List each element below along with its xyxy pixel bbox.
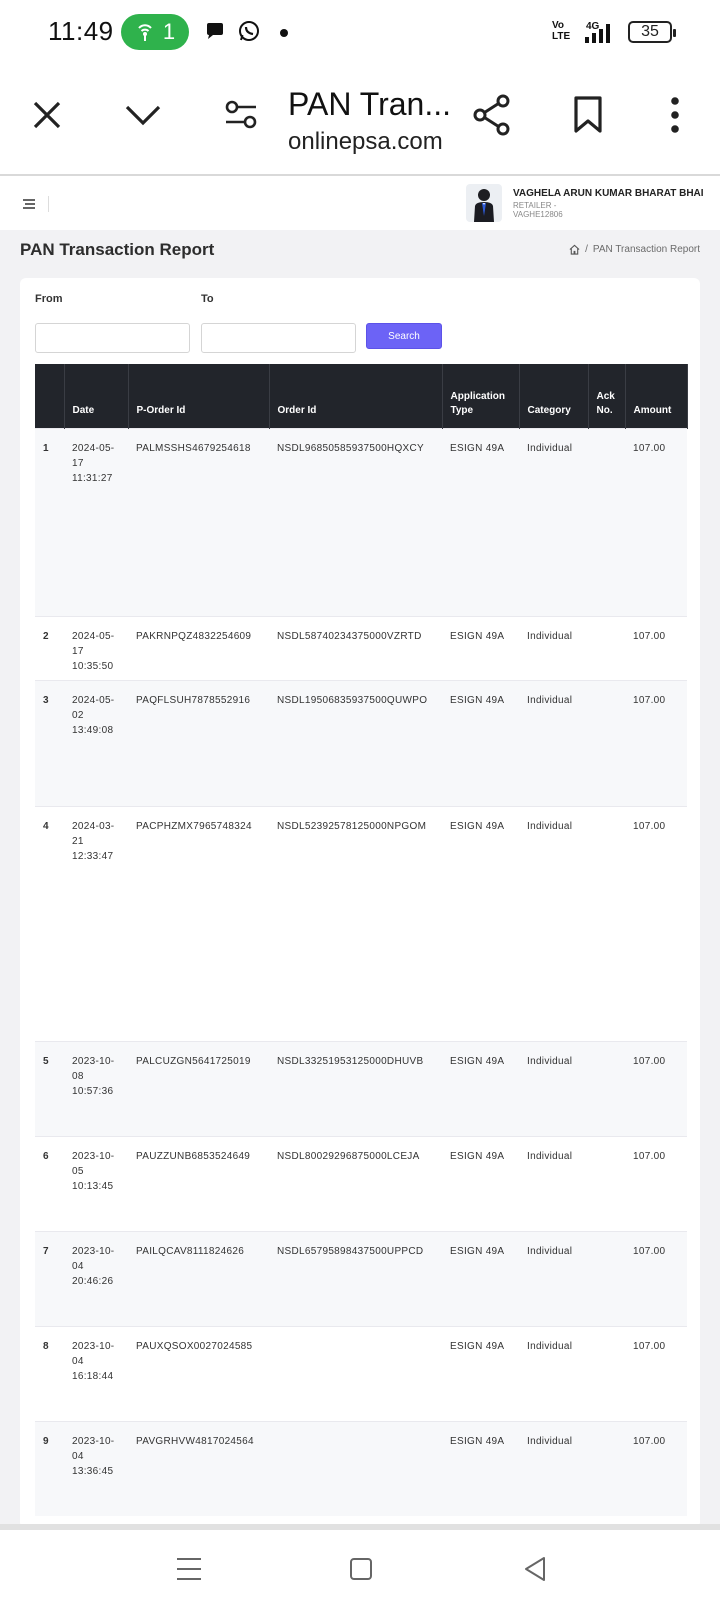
category: Individual	[519, 616, 588, 680]
recents-menu-icon	[176, 1557, 202, 1581]
menu-icon[interactable]	[22, 198, 36, 210]
back-button[interactable]	[520, 1554, 550, 1584]
porder-id: PAKRNPQZ4832254609	[128, 616, 269, 680]
amount: 107.00	[625, 1326, 687, 1421]
porder-id: PAUXQSOX0027024585	[128, 1326, 269, 1421]
tune-icon	[224, 100, 258, 130]
application-type: ESIGN 49A	[442, 616, 519, 680]
avatar[interactable]	[466, 184, 502, 222]
row-index: 2	[35, 616, 64, 680]
ack-number	[588, 1326, 625, 1421]
order-id: NSDL33251953125000DHUVB	[269, 1041, 442, 1136]
order-id: NSDL52392578125000NPGOM	[269, 806, 442, 1041]
column-header-category[interactable]: Category	[519, 364, 588, 428]
order-id	[269, 1421, 442, 1516]
application-type: ESIGN 49A	[442, 428, 519, 616]
share-button[interactable]	[467, 90, 517, 140]
table-header-row	[35, 364, 687, 428]
porder-id: PAVGRHVW4817024564	[128, 1421, 269, 1516]
order-id: NSDL58740234375000VZRTD	[269, 616, 442, 680]
porder-id: PAUZZUNB6853524649	[128, 1136, 269, 1231]
from-date-input[interactable]	[35, 323, 190, 353]
url-text[interactable]: onlinepsa.com	[288, 128, 443, 155]
amount: 107.00	[625, 428, 687, 616]
hotspot-indicator	[121, 14, 189, 50]
user-role: RETAILER - VAGHE12806	[513, 201, 563, 219]
ack-number	[588, 1136, 625, 1231]
bookmark-icon	[573, 96, 603, 134]
table-row	[35, 428, 687, 616]
amount: 107.00	[625, 616, 687, 680]
porder-id: PACPHZMX7965748324	[128, 806, 269, 1041]
battery-indicator	[628, 21, 672, 43]
more-vert-icon	[670, 97, 680, 133]
column-header-porder-id[interactable]: P-Order Id	[128, 364, 269, 428]
order-id: NSDL19506835937500QUWPO	[269, 680, 442, 806]
category: Individual	[519, 1326, 588, 1421]
amount: 107.00	[625, 1421, 687, 1516]
table-row	[35, 1136, 687, 1231]
amount: 107.00	[625, 806, 687, 1041]
table-row	[35, 1041, 687, 1136]
column-header-application-type[interactable]: Application Type	[442, 364, 519, 428]
transaction-date: 2024-05-17 10:35:50	[64, 616, 128, 680]
volte-indicator: Vo LTE	[552, 20, 571, 42]
category: Individual	[519, 1231, 588, 1326]
breadcrumb-current: PAN Transaction Report	[592, 244, 700, 255]
recents-button[interactable]	[174, 1554, 204, 1584]
porder-id: PALCUZGN5641725019	[128, 1041, 269, 1136]
close-icon	[31, 99, 63, 131]
notification-dot	[280, 29, 288, 37]
transaction-date: 2024-05-02 13:49:08	[64, 680, 128, 806]
nav-divider	[48, 196, 49, 212]
site-settings-button[interactable]	[216, 90, 266, 140]
table-row	[35, 1231, 687, 1326]
category: Individual	[519, 806, 588, 1041]
application-type: ESIGN 49A	[442, 680, 519, 806]
transaction-date: 2023-10-04 16:18:44	[64, 1326, 128, 1421]
transaction-date: 2023-10-04 13:36:45	[64, 1421, 128, 1516]
column-header-ack-no[interactable]: Ack No.	[588, 364, 625, 428]
more-options-button[interactable]	[650, 90, 700, 140]
table-row	[35, 616, 687, 680]
ack-number	[588, 806, 625, 1041]
table-body	[35, 428, 687, 1516]
battery-level: 35	[641, 23, 659, 40]
bookmark-button[interactable]	[563, 90, 613, 140]
amount: 107.00	[625, 1231, 687, 1326]
transaction-date: 2023-10-05 10:13:45	[64, 1136, 128, 1231]
breadcrumb-separator: /	[585, 244, 588, 255]
hotspot-icon	[135, 22, 155, 42]
ack-number	[588, 680, 625, 806]
page-title: PAN Transaction Report	[20, 240, 215, 259]
close-tab-button[interactable]	[22, 90, 72, 140]
row-index: 3	[35, 680, 64, 806]
transaction-date: 2024-03-21 12:33:47	[64, 806, 128, 1041]
category: Individual	[519, 1136, 588, 1231]
home-button[interactable]	[346, 1554, 376, 1584]
home-icon[interactable]	[569, 244, 580, 255]
search-button[interactable]: Search	[366, 323, 442, 349]
chat-bubble-icon	[205, 22, 225, 40]
ack-number	[588, 1041, 625, 1136]
signal-icon	[583, 20, 619, 44]
web-page	[0, 178, 720, 1524]
system-nav-bar	[0, 1530, 720, 1612]
application-type: ESIGN 49A	[442, 1421, 519, 1516]
row-index: 4	[35, 806, 64, 1041]
application-type: ESIGN 49A	[442, 1326, 519, 1421]
order-id: NSDL96850585937500HQXCY	[269, 428, 442, 616]
page-tab-title: PAN Tran...	[288, 86, 452, 122]
to-label: To	[201, 293, 214, 305]
minimize-button[interactable]	[118, 90, 168, 140]
transaction-table	[35, 364, 688, 1516]
chevron-down-icon	[124, 103, 162, 127]
column-header-index	[35, 364, 64, 428]
ack-number	[588, 1421, 625, 1516]
table-row	[35, 1326, 687, 1421]
breadcrumb	[569, 244, 700, 255]
row-index: 9	[35, 1421, 64, 1516]
column-header-amount[interactable]: Amount	[625, 364, 687, 428]
ack-number	[588, 1231, 625, 1326]
transaction-date: 2023-10-04 20:46:26	[64, 1231, 128, 1326]
order-id	[269, 1326, 442, 1421]
user-name[interactable]: VAGHELA ARUN KUMAR BHARAT BHAI	[513, 188, 704, 199]
status-bar	[0, 0, 720, 66]
porder-id: PAILQCAV8111824626	[128, 1231, 269, 1326]
table-row	[35, 1421, 687, 1516]
svg-text:4G: 4G	[586, 21, 600, 32]
transaction-date: 2024-05-17 11:31:27	[64, 428, 128, 616]
back-triangle-icon	[523, 1556, 547, 1582]
user-photo-icon	[466, 184, 502, 222]
top-navbar	[0, 178, 720, 230]
whatsapp-icon	[237, 19, 261, 43]
ack-number	[588, 616, 625, 680]
column-header-date[interactable]: Date	[64, 364, 128, 428]
column-header-order-id[interactable]: Order Id	[269, 364, 442, 428]
to-date-input[interactable]	[201, 323, 356, 353]
application-type: ESIGN 49A	[442, 1041, 519, 1136]
table-row	[35, 680, 687, 806]
amount: 107.00	[625, 1041, 687, 1136]
category: Individual	[519, 428, 588, 616]
amount: 107.00	[625, 680, 687, 806]
browser-toolbar	[0, 66, 720, 176]
status-time: 11:49	[48, 16, 114, 46]
ack-number	[588, 428, 625, 616]
application-type: ESIGN 49A	[442, 1231, 519, 1326]
transaction-date: 2023-10-08 10:57:36	[64, 1041, 128, 1136]
row-index: 1	[35, 428, 64, 616]
report-card	[20, 278, 700, 1524]
order-id: NSDL65795898437500UPPCD	[269, 1231, 442, 1326]
category: Individual	[519, 1041, 588, 1136]
order-id: NSDL80029296875000LCEJA	[269, 1136, 442, 1231]
hotspot-count: 1	[162, 19, 176, 44]
porder-id: PAQFLSUH7878552916	[128, 680, 269, 806]
from-label: From	[35, 293, 63, 305]
row-index: 5	[35, 1041, 64, 1136]
application-type: ESIGN 49A	[442, 1136, 519, 1231]
category: Individual	[519, 1421, 588, 1516]
row-index: 8	[35, 1326, 64, 1421]
table-row	[35, 806, 687, 1041]
home-square-icon	[349, 1557, 373, 1581]
amount: 107.00	[625, 1136, 687, 1231]
share-icon	[472, 94, 512, 136]
row-index: 6	[35, 1136, 64, 1231]
category: Individual	[519, 680, 588, 806]
row-index: 7	[35, 1231, 64, 1326]
application-type: ESIGN 49A	[442, 806, 519, 1041]
porder-id: PALMSSHS4679254618	[128, 428, 269, 616]
